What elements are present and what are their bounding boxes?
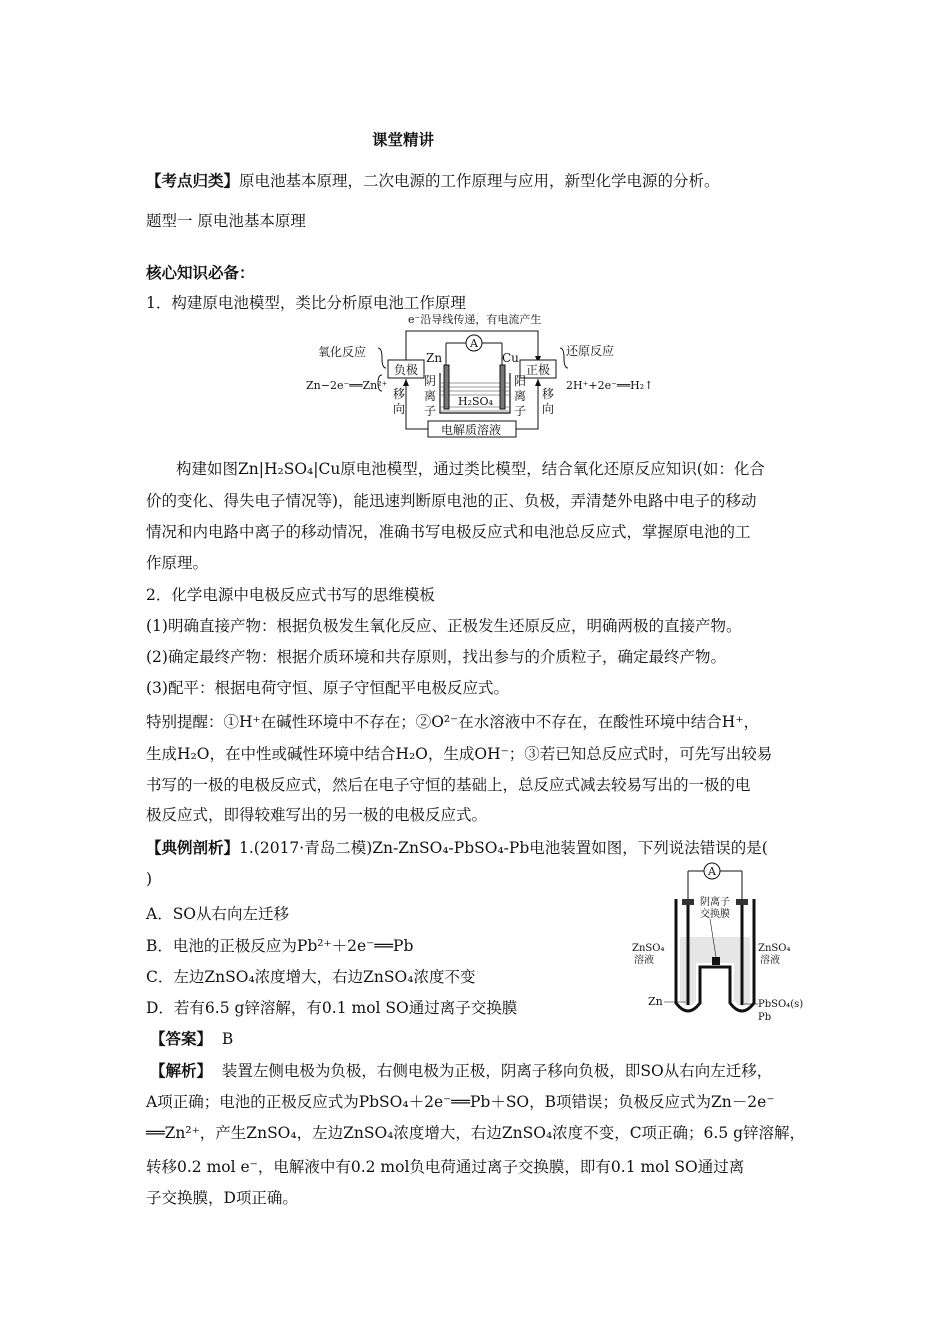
u-tube-cell-diagram — [630, 857, 820, 1027]
analysis-text1: 装置左侧电极为负极，右侧电极为正极，阴离子移向负极，即SO从右向左迁移， — [221, 1062, 773, 1080]
fig2-left-sol-1: ZnSO₄ — [632, 943, 665, 954]
option-c: C．左边ZnSO₄浓度增大，右边ZnSO₄浓度不变 — [146, 968, 476, 986]
analysis-line5: 子交换膜，D项正确。 — [146, 1189, 298, 1207]
galvanic-cell-diagram — [298, 303, 658, 438]
fig1-h2so4: H₂SO₄ — [458, 395, 493, 408]
analysis-line1 — [150, 1061, 772, 1081]
fig2-membrane — [712, 957, 720, 965]
para1-line1: 构建如图Zn|H₂SO₄|Cu原电池模型，通过类比模型，结合氧化还原反应知识(如：化合 — [176, 460, 765, 478]
fig1-reduction: 还原反应 — [566, 344, 615, 358]
fig1-positive: 正极 — [526, 363, 551, 377]
fig1-negative: 负极 — [394, 363, 419, 377]
fig1-move-right-1: 移 — [542, 387, 555, 401]
fig2-membrane-1: 阴离子 — [700, 897, 730, 908]
fig2-left-sol-2: 溶液 — [634, 955, 654, 966]
tip-line2: 生成H₂O，在中性或碱性环境中结合H₂O，生成OH⁻；③若已知总反应式时，可先写出较易 — [146, 745, 773, 763]
fig1-electrolyte: 电解质溶液 — [441, 423, 502, 437]
fig1-h-eq: 2H⁺+2e⁻══H₂↑ — [566, 379, 654, 392]
step-2: (2)确定最终产物：根据介质环境和共存原则，找出参与的介质粒子，确定最终产物。 — [146, 648, 726, 666]
option-a: A．SO从右向左迁移 — [146, 905, 290, 923]
fig1-anion-2: 离 — [424, 389, 437, 403]
example-question — [146, 838, 768, 858]
answer-tag: 【答案】 — [150, 1030, 213, 1048]
fig1-oxidation: 氧化反应 — [318, 345, 367, 359]
kaodian-line — [146, 171, 720, 191]
fig2-pb-2: Pb — [758, 1012, 772, 1023]
fig1-zn: Zn — [426, 351, 443, 365]
option-b: B．电池的正极反应为Pb²⁺＋2e⁻══Pb — [146, 937, 414, 955]
fig2-right-sol-2: 溶液 — [760, 955, 780, 966]
fig1-zn-eq: Zn−2e⁻══Zn²⁺ — [306, 379, 388, 392]
hexin-heading: 核心知识必备： — [146, 264, 255, 282]
example-q: 1.(2017·青岛二模)Zn-ZnSO₄-PbSO₄-Pb电池装置如图，下列说法错误的是( — [239, 839, 768, 857]
example-tag: 【典例剖析】 — [146, 839, 240, 857]
fig1-cation-3: 子 — [514, 404, 527, 418]
answer-line — [150, 1029, 233, 1049]
page-title: 课堂精讲 — [372, 131, 435, 149]
fig2-membrane-2: 交换膜 — [700, 909, 730, 920]
fig1-cation-1: 阳 — [514, 374, 527, 388]
fig1-move-right-2: 向 — [542, 402, 555, 416]
fig2-pb-1: PbSO₄(s) — [758, 999, 804, 1010]
fig1-move-left-1: 移 — [393, 387, 406, 401]
analysis-line2: A项正确；电池的正极反应式为PbSO₄＋2e⁻══Pb＋SO，B项错误；负极反应式为Zn－2e⁻ — [146, 1093, 775, 1111]
item1-title: 1．构建原电池模型，类比分析原电池工作原理 — [146, 294, 466, 312]
fig2-right-sol-1: ZnSO₄ — [758, 943, 791, 954]
tip-line3: 书写的一极的电极反应式，然后在电子守恒的基础上，总反应式减去较易写出的一极的电 — [146, 776, 751, 794]
para1-line2: 价的变化、得失电子情况等)，能迅速判断原电池的正、负极，弄清楚外电路中电子的移动 — [146, 492, 757, 510]
fig1-top-label: e⁻沿导线传递，有电流产生 — [408, 313, 542, 326]
item2-title: 2．化学电源中电极反应式书写的思维模板 — [146, 586, 435, 604]
analysis-tag: 【解析】 — [150, 1062, 213, 1080]
step-1: (1)明确直接产物：根据负极发生氧化反应、正极发生还原反应，明确两极的直接产物。 — [146, 617, 742, 635]
para1-line4: 作原理。 — [146, 554, 209, 572]
fig2-zn: Zn — [648, 995, 663, 1008]
example-q-end: ) — [146, 870, 153, 888]
option-d: D．若有6.5 g锌溶解，有0.1 mol SO通过离子交换膜 — [146, 999, 518, 1017]
kaodian-text: 原电池基本原理，二次电源的工作原理与应用，新型化学电源的分析。 — [239, 172, 720, 190]
fig1-cu: Cu — [502, 351, 519, 365]
fig1-cation-2: 离 — [514, 389, 527, 403]
analysis-line4: 转移0.2 mol e⁻，电解液中有0.2 mol负电荷通过离子交换膜，即有0.1 mol SO通过离 — [146, 1158, 745, 1176]
kaodian-tag: 【考点归类】 — [146, 172, 240, 190]
fig2-ammeter-label: A — [708, 865, 716, 878]
fig1-anion-1: 阴 — [424, 374, 437, 388]
tixing-heading: 题型一 原电池基本原理 — [146, 212, 306, 230]
analysis-line3: ══Zn²⁺，产生ZnSO₄，左边ZnSO₄浓度增大，右边ZnSO₄浓度不变，C项正确；6.5 g锌溶解， — [146, 1124, 806, 1142]
fig1-ammeter-label: A — [470, 337, 478, 350]
tip-line4: 极反应式，即得较难写出的另一极的电极反应式。 — [146, 806, 488, 824]
para1-line3: 情况和内电路中离子的移动情况，准确书写电极反应式和电池总反应式，掌握原电池的工 — [146, 523, 751, 541]
fig1-move-left-2: 向 — [393, 402, 406, 416]
tip-line1: 特别提醒：①H⁺在碱性环境中不存在；②O²⁻在水溶液中不存在，在酸性环境中结合H⁺， — [146, 713, 760, 731]
answer-value: B — [221, 1030, 234, 1048]
fig1-anion-3: 子 — [424, 404, 437, 418]
step-3: (3)配平：根据电荷守恒、原子守恒配平电极反应式。 — [146, 679, 509, 697]
